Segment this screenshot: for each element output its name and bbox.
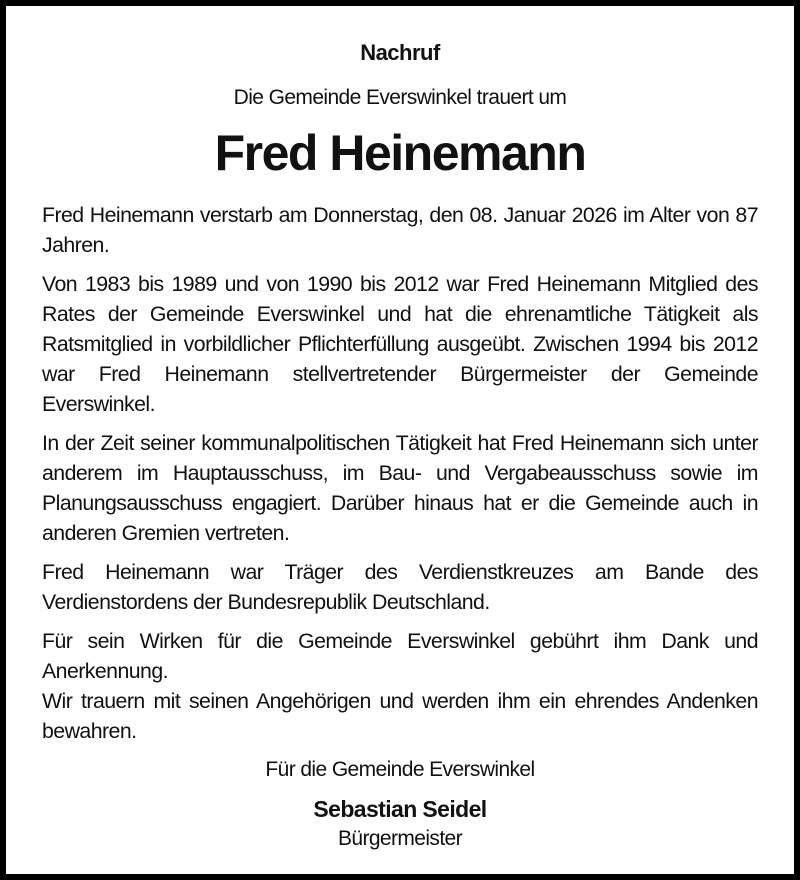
- notice-body: [42, 200, 758, 755]
- paragraph-death: Fred Heinemann verstarb am Donnerstag, den 08. Januar 2026 im Alter von 87 Jahren.: [42, 203, 758, 257]
- notice-heading: Nachruf: [360, 40, 440, 65]
- deceased-name: Fred Heinemann: [214, 125, 586, 181]
- notice-content: [42, 6, 758, 874]
- paragraph-honors: Fred Heinemann war Träger des Verdienstkreuzes am Bande des Verdienstordens der Bundesrepublik Deutschland.: [42, 560, 758, 614]
- paragraph-mourning: Wir trauern mit seinen Angehörigen und werden ihm ein ehrendes Andenken bewahren.: [42, 689, 758, 743]
- paragraph-committees: In der Zeit seiner kommunalpolitischen Tätigkeit hat Fred Heinemann sich unter anderem im Hauptausschuss, im Bau- und Vergabeausschuss sowie im Planungsausschuss engagiert. Darüber hinaus hat er die Gemeinde auch in anderen Gremien vertreten.: [42, 431, 758, 545]
- paragraph-gratitude: Für sein Wirken für die Gemeinde Everswinkel gebührt ihm Dank und Anerkennung.: [42, 629, 758, 683]
- signatory-name: Sebastian Seidel: [313, 796, 487, 822]
- signature-on-behalf: Für die Gemeinde Everswinkel: [265, 758, 535, 781]
- paragraph-council: Von 1983 bis 1989 und von 1990 bis 2012 war Fred Heinemann Mitglied des Rates der Gemeinde Everswinkel und hat die ehrenamtliche Tätigkeit als Ratsmitglied in vorbildlicher Pflichterfüllung ausgeübt. Zwischen 1994 bis 2012 war Fred Heinemann stellvertretender Bürgermeister der Gemeinde Everswinkel.: [42, 272, 758, 416]
- signatory-title: Bürgermeister: [337, 827, 463, 850]
- intro-line: Die Gemeinde Everswinkel trauert um: [233, 86, 567, 109]
